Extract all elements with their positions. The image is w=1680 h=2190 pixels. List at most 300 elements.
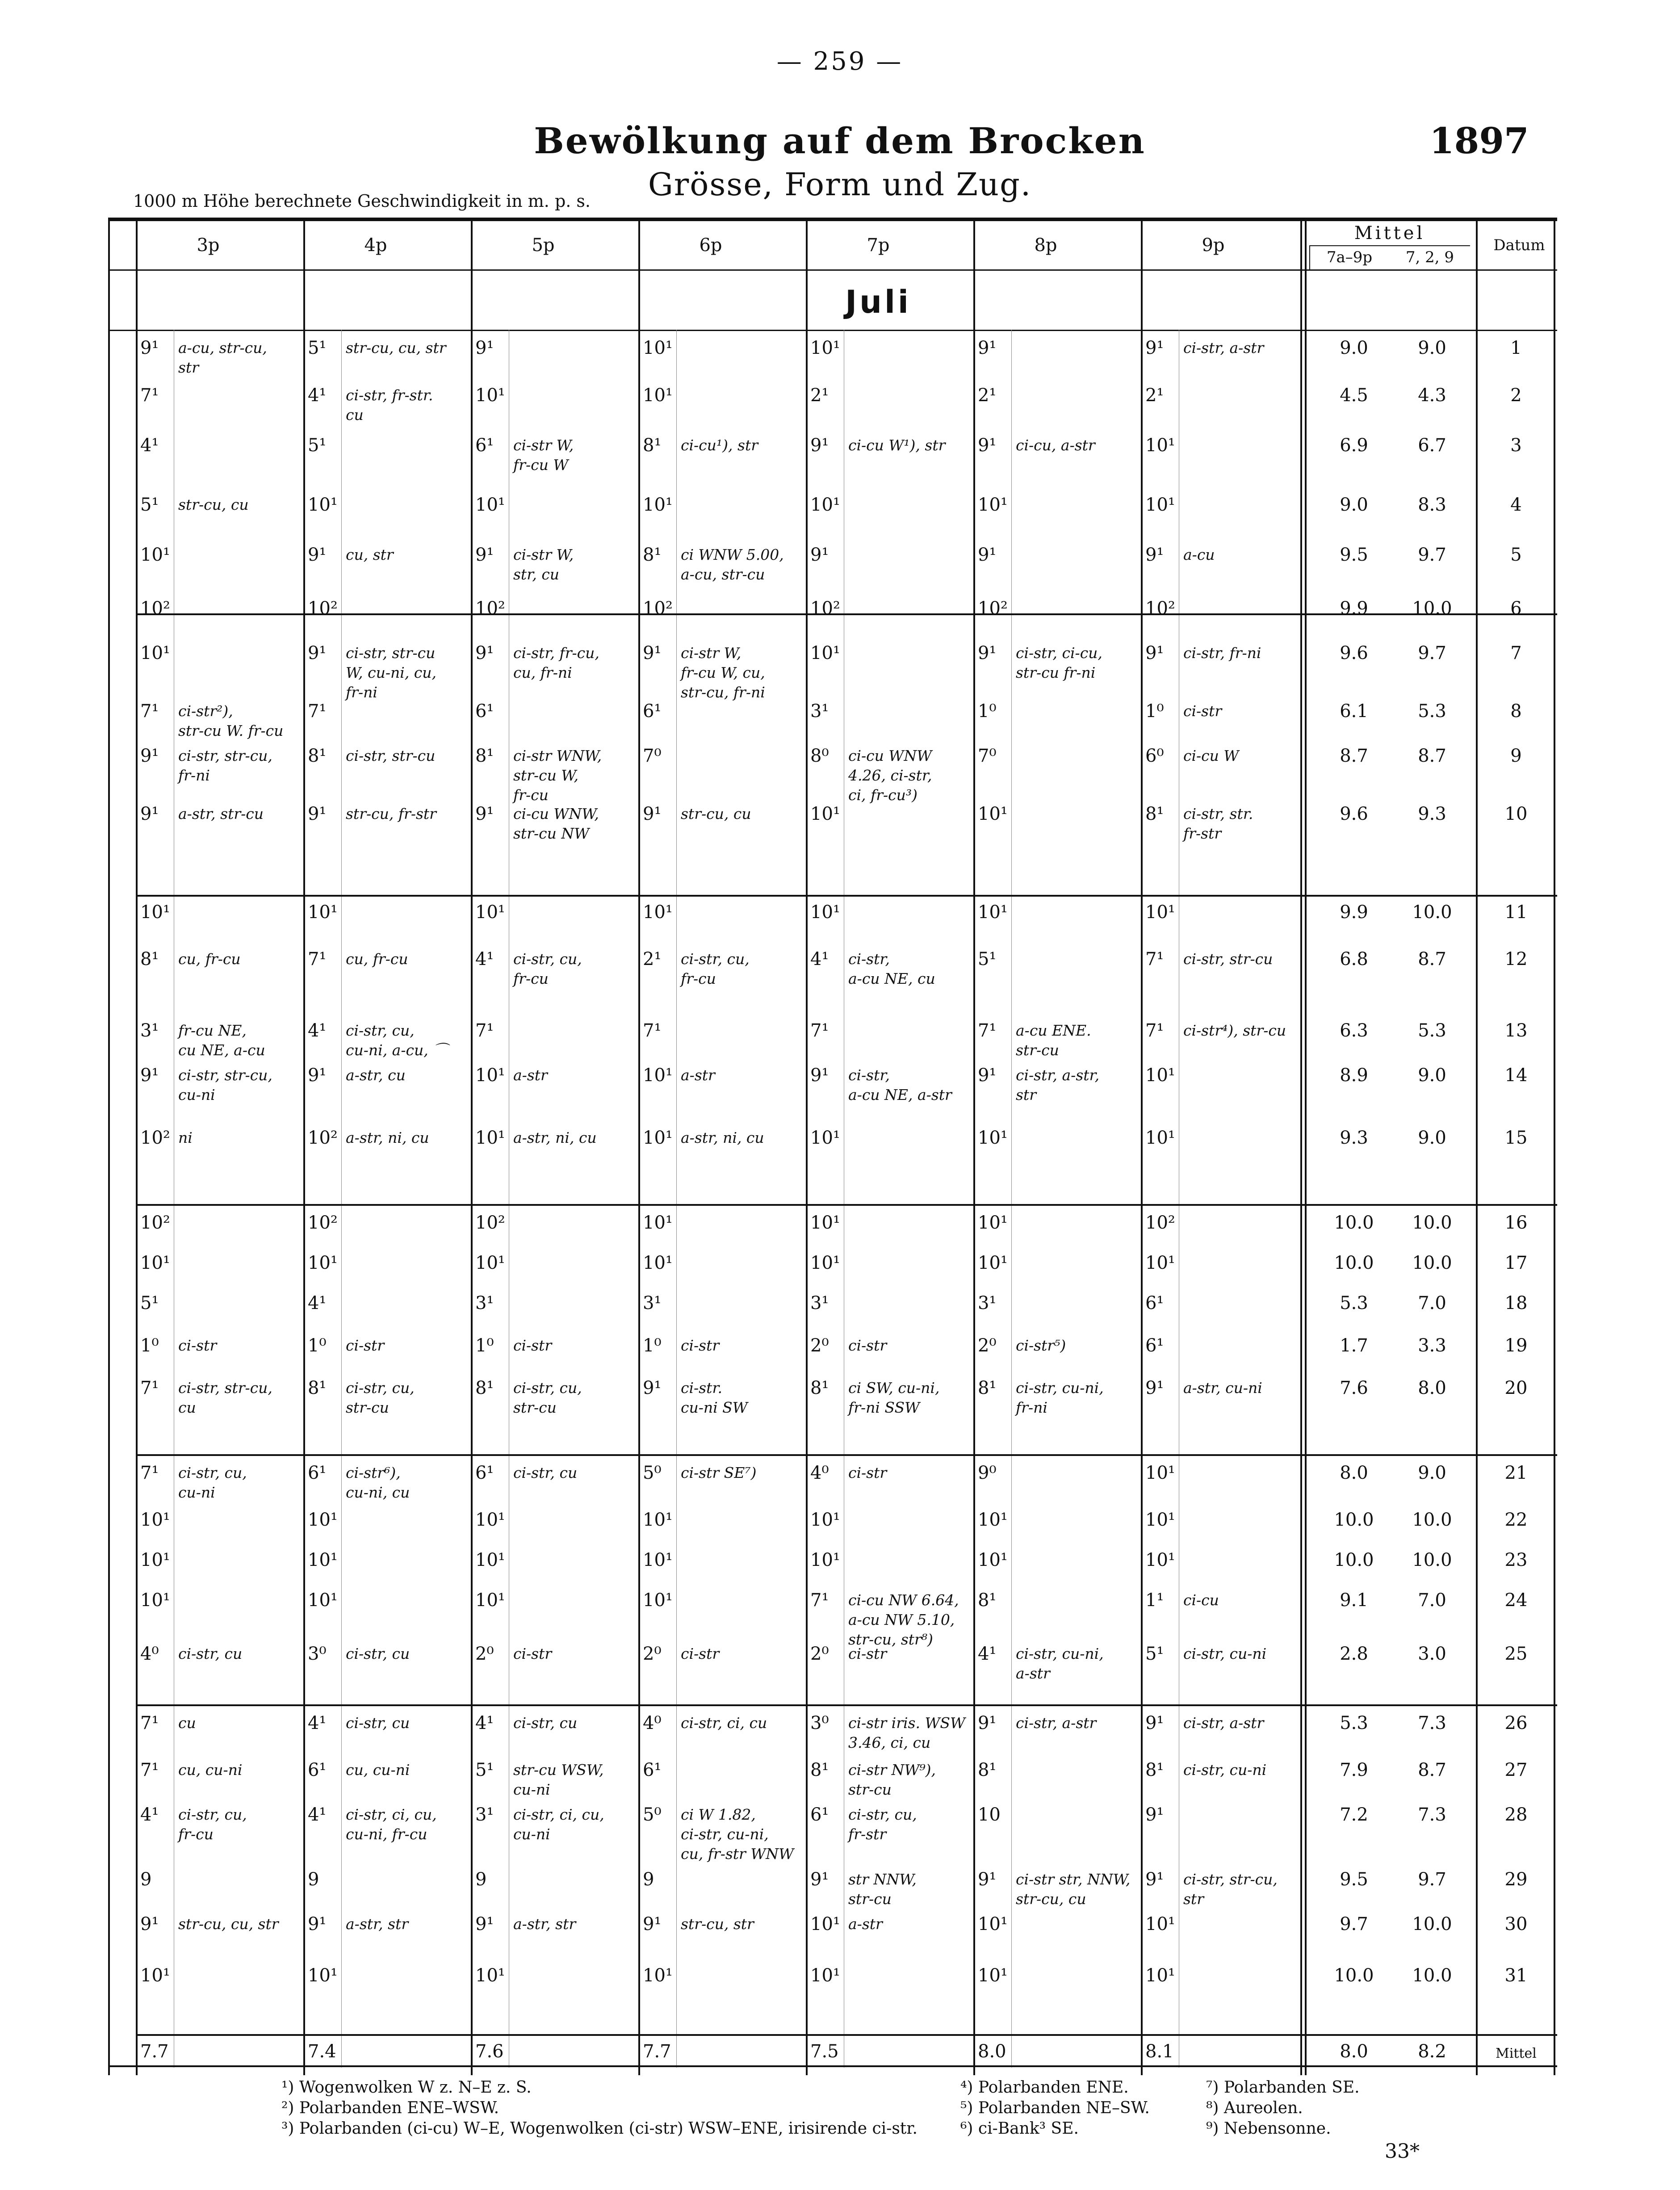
footnote-3: ³) Polarbanden (ci-cu) W–E, Wogenwolken (ci-str) WSW–ENE, irisirende ci-str. — [281, 2119, 918, 2138]
cloud-amount: 10¹ — [308, 1965, 338, 1986]
cloud-form: cu, fr-cu — [346, 950, 408, 968]
datum: 14 — [1504, 1065, 1528, 1086]
cloud-amount: 3⁰ — [308, 1644, 327, 1664]
cloud-form: ci-str, cu — [513, 1464, 578, 1481]
cloud-amount: 9¹ — [1145, 1378, 1164, 1398]
cloud-amount: 4¹ — [308, 385, 327, 406]
cloud-amount: 10² — [308, 598, 338, 619]
mean-7a9p: 9.6 — [1340, 804, 1368, 824]
cloud-form: ci-cu WNW 4.26, ci-str, ci, fr-cu³) — [848, 747, 932, 804]
mean-729: 9.7 — [1418, 545, 1446, 565]
cloud-amount: 9¹ — [308, 804, 327, 824]
cloud-amount: 5¹ — [308, 338, 327, 358]
cloud-form: ci-cu, a-str — [1016, 436, 1095, 454]
cloud-amount: 7¹ — [1145, 949, 1164, 969]
cloud-amount: 7⁰ — [978, 746, 997, 766]
mean-7a9p: 9.9 — [1340, 902, 1368, 923]
cloud-amount: 8¹ — [643, 545, 662, 565]
cloud-form: ci-str str, NNW, str-cu, cu — [1016, 1871, 1131, 1908]
cloud-form: a-str — [848, 1915, 883, 1933]
cloud-form: ci-str, ci, cu, cu-ni, fr-cu — [346, 1806, 437, 1843]
cloud-amount: 9¹ — [978, 435, 997, 456]
cloud-amount: 10² — [140, 1212, 170, 1233]
cloud-amount: 10¹ — [140, 1253, 170, 1273]
datum: 20 — [1504, 1378, 1528, 1398]
cloud-amount: 1⁰ — [140, 1335, 159, 1356]
page-title: Bewölkung auf dem Brocken — [534, 120, 1146, 162]
cloud-amount: 9 — [643, 1869, 654, 1890]
datum: 3 — [1510, 435, 1522, 456]
cloud-amount: 4¹ — [475, 949, 494, 969]
cloud-form: a-cu ENE. str-cu — [1016, 1022, 1091, 1059]
cloud-amount: 9 — [140, 1869, 152, 1890]
mittel-avg-7a9p: 8.0 — [1340, 2041, 1368, 2062]
cloud-amount: 9¹ — [978, 1869, 997, 1890]
cloud-amount: 10¹ — [475, 902, 505, 923]
cloud-amount: 9¹ — [140, 338, 159, 358]
cloud-form: ci-cu W¹), str — [848, 436, 946, 454]
cloud-form: ci-cu W — [1183, 747, 1239, 764]
mittel-avg-729: 8.2 — [1418, 2041, 1446, 2062]
datum: 18 — [1504, 1293, 1528, 1313]
datum: 25 — [1504, 1644, 1528, 1664]
cloud-amount: 10² — [1145, 1212, 1175, 1233]
cloud-amount: 4⁰ — [140, 1644, 159, 1664]
cloud-form: fr-cu NE, cu NE, a-cu — [178, 1022, 265, 1059]
cloud-amount: 3¹ — [475, 1804, 494, 1825]
cloud-amount: 10¹ — [308, 1510, 338, 1530]
mean-729: 7.0 — [1418, 1590, 1446, 1611]
mean-729: 8.7 — [1418, 1760, 1446, 1780]
mean-729: 7.3 — [1418, 1804, 1446, 1825]
cloud-amount: 8¹ — [475, 1378, 494, 1398]
cloud-amount: 9¹ — [140, 1065, 159, 1086]
datum: 5 — [1510, 545, 1522, 565]
datum: 19 — [1504, 1335, 1528, 1356]
mean-7a9p: 4.5 — [1340, 385, 1368, 406]
mean-729: 9.0 — [1418, 1463, 1446, 1483]
mean-7a9p: 9.5 — [1340, 1869, 1368, 1890]
cloud-form: ci-str W, fr-cu W, cu, str-cu, fr-ni — [681, 644, 765, 701]
cloud-amount: 9¹ — [643, 1914, 662, 1934]
cloud-amount: 10¹ — [1145, 1550, 1175, 1570]
mean-7a9p: 9.1 — [1340, 1590, 1368, 1611]
cloud-amount: 9¹ — [978, 338, 997, 358]
cloud-amount: 3¹ — [810, 1293, 829, 1313]
cloud-amount: 6¹ — [308, 1463, 327, 1483]
year: 1897 — [1429, 120, 1529, 162]
cloud-amount: 8¹ — [978, 1590, 997, 1611]
cloud-amount: 6¹ — [475, 701, 494, 722]
cloud-amount: 10¹ — [810, 1965, 840, 1986]
cloud-amount: 5¹ — [475, 1760, 494, 1780]
cloud-form: ci-str, fr-str. cu — [346, 386, 433, 424]
header-7p: 7p — [867, 235, 890, 256]
cloud-amount: 7¹ — [810, 1590, 829, 1611]
cloud-amount: 7¹ — [810, 1020, 829, 1041]
cloud-amount: 10¹ — [643, 1965, 673, 1986]
cloud-amount: 10¹ — [475, 385, 505, 406]
cloud-form: a-str, ni, cu — [681, 1129, 764, 1146]
cloud-form: ci-str SE⁷) — [681, 1464, 757, 1481]
cloud-amount: 10¹ — [810, 1253, 840, 1273]
cloud-amount: 6¹ — [1145, 1335, 1164, 1356]
cloud-form: ci-str, str-cu — [346, 747, 436, 764]
cloud-form: ci-str — [513, 1645, 552, 1662]
cloud-amount: 7¹ — [140, 1463, 159, 1483]
cloud-amount: 4¹ — [308, 1804, 327, 1825]
cloud-form: ci-str, a-str — [1183, 339, 1264, 357]
mean-729: 10.0 — [1412, 1253, 1452, 1273]
cloud-form: str-cu, cu, str — [346, 339, 446, 357]
datum: 2 — [1510, 385, 1522, 406]
cloud-amount: 10¹ — [810, 338, 840, 358]
mean-7a9p: 8.0 — [1340, 1463, 1368, 1483]
cloud-amount: 10¹ — [475, 495, 505, 515]
cloud-form: a-str, str — [346, 1915, 409, 1933]
cloud-amount: 9¹ — [978, 1713, 997, 1733]
cloud-form: ci-str, ci-cu, str-cu fr-ni — [1016, 644, 1102, 681]
cloud-amount: 10² — [1145, 598, 1175, 619]
cloud-amount: 4⁰ — [810, 1463, 829, 1483]
cloud-amount: 8¹ — [643, 435, 662, 456]
cloud-amount: 8¹ — [308, 1378, 327, 1398]
footnote-4: ⁴) Polarbanden ENE. — [960, 2078, 1129, 2097]
mean-7a9p: 9.3 — [1340, 1128, 1368, 1148]
mean-729: 8.0 — [1418, 1378, 1446, 1398]
cloud-amount: 10¹ — [978, 902, 1008, 923]
cloud-table — [108, 218, 1557, 2075]
cloud-form: a-str, ni, cu — [346, 1129, 429, 1146]
cloud-form: ci-str, ci, cu, cu-ni — [513, 1806, 604, 1843]
mean-7a9p: 10.0 — [1334, 1510, 1374, 1530]
cloud-form: ci-str W, str, cu — [513, 546, 574, 583]
cloud-amount: 10² — [308, 1128, 338, 1148]
cloud-amount: 10¹ — [810, 1914, 840, 1934]
mean-7a9p: 7.9 — [1340, 1760, 1368, 1780]
cloud-amount: 9¹ — [308, 643, 327, 663]
mean-7a9p: 6.8 — [1340, 949, 1368, 969]
cloud-form: ci-str, str-cu W, cu-ni, cu, fr-ni — [346, 644, 437, 701]
cloud-amount: 6¹ — [1145, 1293, 1164, 1313]
datum: 27 — [1504, 1760, 1528, 1780]
datum: 13 — [1504, 1020, 1528, 1041]
mean-729: 9.3 — [1418, 804, 1446, 824]
header-8p: 8p — [1034, 235, 1057, 256]
cloud-amount: 7¹ — [475, 1020, 494, 1041]
cloud-amount: 3¹ — [475, 1293, 494, 1313]
cloud-amount: 7¹ — [140, 1378, 159, 1398]
speed-note: 1000 m Höhe berechnete Geschwindigkeit in m. p. s. — [133, 191, 591, 211]
cloud-form: a-str, cu-ni — [1183, 1379, 1262, 1397]
cloud-amount: 7¹ — [140, 1760, 159, 1780]
cloud-amount: 10¹ — [978, 1965, 1008, 1986]
footnote-6: ⁶) ci-Bank³ SE. — [960, 2119, 1079, 2138]
mittel-4p: 7.4 — [308, 2041, 336, 2062]
cloud-form: ni — [178, 1129, 193, 1146]
month-rule — [110, 330, 1557, 331]
month-title: Juli — [845, 284, 911, 320]
cloud-amount: 6¹ — [475, 435, 494, 456]
cloud-amount: 7¹ — [978, 1020, 997, 1041]
cloud-form: ci-str, str-cu, fr-ni — [178, 747, 272, 784]
cloud-amount: 10¹ — [978, 1914, 1008, 1934]
cloud-amount: 10¹ — [308, 1550, 338, 1570]
cloud-form: ci-str — [848, 1645, 887, 1662]
cloud-amount: 5¹ — [978, 949, 997, 969]
mean-729: 3.3 — [1418, 1335, 1446, 1356]
mean-729: 10.0 — [1412, 902, 1452, 923]
cloud-form: a-str — [681, 1066, 715, 1084]
mean-729: 9.0 — [1418, 1065, 1446, 1086]
datum: 29 — [1504, 1869, 1528, 1890]
cloud-amount: 10¹ — [1145, 1914, 1175, 1934]
header-datum: Datum — [1493, 236, 1545, 254]
cloud-amount: 4¹ — [308, 1713, 327, 1733]
cloud-form: ci-str — [681, 1337, 720, 1354]
mean-729: 9.7 — [1418, 643, 1446, 663]
mean-729: 10.0 — [1412, 598, 1452, 619]
datum: 28 — [1504, 1804, 1528, 1825]
mean-729: 7.0 — [1418, 1293, 1446, 1313]
mean-729: 10.0 — [1412, 1914, 1452, 1934]
cloud-amount: 2¹ — [1145, 385, 1164, 406]
datum: 24 — [1504, 1590, 1528, 1611]
cloud-amount: 3⁰ — [810, 1713, 829, 1733]
datum: 9 — [1510, 746, 1522, 766]
cloud-form: ci-str. cu-ni SW — [681, 1379, 748, 1416]
cloud-form: cu, cu-ni — [178, 1761, 243, 1779]
cloud-amount: 10¹ — [810, 804, 840, 824]
cloud-amount: 9¹ — [475, 338, 494, 358]
footnote-9: ⁹) Nebensonne. — [1206, 2119, 1331, 2138]
mean-729: 5.3 — [1418, 701, 1446, 722]
cloud-amount: 9¹ — [643, 804, 662, 824]
cloud-form: ci-str, cu — [346, 1645, 410, 1662]
cloud-form: a-str, cu — [346, 1066, 406, 1084]
cloud-amount: 9¹ — [140, 804, 159, 824]
mean-7a9p: 10.0 — [1334, 1253, 1374, 1273]
cloud-amount: 9¹ — [1145, 643, 1164, 663]
cloud-amount: 10¹ — [643, 338, 673, 358]
cloud-form: str-cu, cu — [681, 805, 751, 822]
cloud-form: str-cu WSW, cu-ni — [513, 1761, 604, 1798]
cloud-form: a-str, str — [513, 1915, 576, 1933]
cloud-amount: 1¹ — [1145, 1590, 1164, 1611]
cloud-amount: 9⁰ — [978, 1463, 997, 1483]
cloud-amount: 10¹ — [475, 1550, 505, 1570]
cloud-amount: 1⁰ — [1145, 701, 1164, 722]
cloud-amount: 3¹ — [140, 1020, 159, 1041]
cloud-amount: 10¹ — [643, 1212, 673, 1233]
cloud-amount: 8¹ — [140, 949, 159, 969]
mean-729: 5.3 — [1418, 1020, 1446, 1041]
cloud-amount: 10¹ — [140, 1965, 170, 1986]
mittel-9p: 8.1 — [1145, 2041, 1174, 2062]
mean-729: 8.3 — [1418, 495, 1446, 515]
cloud-form: ci-str, cu, cu-ni — [178, 1464, 247, 1501]
cloud-amount: 10² — [475, 598, 505, 619]
cloud-amount: 6¹ — [475, 1463, 494, 1483]
cloud-amount: 10¹ — [1145, 1065, 1175, 1086]
datum: 12 — [1504, 949, 1528, 969]
footnote-1: ¹) Wogenwolken W z. N–E z. S. — [281, 2078, 532, 2097]
cloud-amount: 10¹ — [643, 902, 673, 923]
cloud-form: ci-str, str-cu, cu-ni — [178, 1066, 272, 1103]
cloud-amount: 10¹ — [643, 1590, 673, 1611]
cloud-form: a-cu — [1183, 546, 1215, 563]
cloud-form: ci-str, fr-cu, cu, fr-ni — [513, 644, 599, 681]
cloud-amount: 10¹ — [475, 1590, 505, 1611]
cloud-form: ci-str, cu, str-cu — [513, 1379, 582, 1416]
mean-729: 8.7 — [1418, 746, 1446, 766]
mean-729: 9.0 — [1418, 1128, 1446, 1148]
cloud-form: ci-str, cu-ni, a-str — [1016, 1645, 1104, 1682]
cloud-amount: 10¹ — [978, 1550, 1008, 1570]
cloud-form: ci-cu — [1183, 1591, 1219, 1609]
cloud-amount: 10¹ — [475, 1510, 505, 1530]
cloud-amount: 10¹ — [140, 545, 170, 565]
mean-729: 9.7 — [1418, 1869, 1446, 1890]
cloud-form: ci-str, a-str, str — [1016, 1066, 1100, 1103]
cloud-amount: 10¹ — [978, 495, 1008, 515]
mean-7a9p: 6.1 — [1340, 701, 1368, 722]
cloud-amount: 5¹ — [308, 435, 327, 456]
cloud-amount: 8¹ — [810, 1378, 829, 1398]
datum: 26 — [1504, 1713, 1528, 1733]
cloud-form: ci-str, cu, fr-cu — [681, 950, 750, 987]
cloud-amount: 6¹ — [810, 1804, 829, 1825]
mean-7a9p: 1.7 — [1340, 1335, 1368, 1356]
datum: 31 — [1504, 1965, 1528, 1986]
footnote-7: ⁷) Polarbanden SE. — [1206, 2078, 1360, 2097]
mittel-8p: 8.0 — [978, 2041, 1006, 2062]
cloud-amount: 9¹ — [643, 1378, 662, 1398]
cloud-amount: 10² — [140, 1128, 170, 1148]
mean-7a9p: 6.9 — [1340, 435, 1368, 456]
cloud-amount: 3¹ — [978, 1293, 997, 1313]
cloud-form: ci-str⁴), str-cu — [1183, 1022, 1286, 1039]
cloud-amount: 7⁰ — [643, 746, 662, 766]
cloud-amount: 6¹ — [308, 1760, 327, 1780]
cloud-form: ci-str, str-cu — [1183, 950, 1273, 968]
cloud-amount: 9¹ — [810, 1869, 829, 1890]
header-4p: 4p — [364, 235, 387, 256]
cloud-amount: 9¹ — [810, 1065, 829, 1086]
cloud-form: cu, fr-cu — [178, 950, 241, 968]
cloud-amount: 5⁰ — [643, 1804, 662, 1825]
cloud-form: ci-str, a-str — [1016, 1714, 1097, 1732]
cloud-amount: 10¹ — [140, 1550, 170, 1570]
mean-729: 10.0 — [1412, 1965, 1452, 1986]
mean-7a9p: 5.3 — [1340, 1713, 1368, 1733]
header-5p: 5p — [532, 235, 555, 256]
cloud-amount: 1⁰ — [978, 701, 997, 722]
cloud-form: ci-str, str-cu, cu — [178, 1379, 272, 1416]
cloud-amount: 4⁰ — [643, 1713, 662, 1733]
header-3p: 3p — [197, 235, 220, 256]
cloud-amount: 1⁰ — [475, 1335, 494, 1356]
cloud-amount: 4¹ — [810, 949, 829, 969]
cloud-amount: 7¹ — [140, 1713, 159, 1733]
mean-729: 3.0 — [1418, 1644, 1446, 1664]
cloud-amount: 10² — [140, 598, 170, 619]
mittel-3p: 7.7 — [140, 2041, 169, 2062]
cloud-form: ci-str, ci, cu — [681, 1714, 767, 1732]
mean-7a9p: 9.5 — [1340, 545, 1368, 565]
cloud-amount: 9¹ — [1145, 1804, 1164, 1825]
cloud-amount: 2⁰ — [643, 1644, 662, 1664]
cloud-amount: 4¹ — [140, 435, 159, 456]
header-mittel-729: 7, 2, 9 — [1405, 248, 1454, 266]
mean-7a9p: 9.0 — [1340, 338, 1368, 358]
mittel-5p: 7.6 — [475, 2041, 504, 2062]
datum: 16 — [1504, 1212, 1528, 1233]
cloud-form: ci-cu NW 6.64, a-cu NW 5.10, str-cu, str⁸) — [848, 1591, 959, 1648]
cloud-amount: 10¹ — [810, 1212, 840, 1233]
cloud-form: ci-str NW⁹), str-cu — [848, 1761, 936, 1798]
cloud-amount: 10¹ — [308, 1590, 338, 1611]
mean-7a9p: 5.3 — [1340, 1293, 1368, 1313]
cloud-amount: 9 — [308, 1869, 319, 1890]
cloud-amount: 4¹ — [978, 1644, 997, 1664]
cloud-amount: 4¹ — [475, 1713, 494, 1733]
cloud-form: ci-str, cu — [513, 1714, 578, 1732]
cloud-amount: 10¹ — [810, 902, 840, 923]
subtitle: Grösse, Form und Zug. — [648, 166, 1032, 203]
cloud-amount: 10² — [810, 598, 840, 619]
cloud-amount: 10¹ — [810, 643, 840, 663]
mean-7a9p: 2.8 — [1340, 1644, 1368, 1664]
mean-7a9p: 8.7 — [1340, 746, 1368, 766]
cloud-amount: 8¹ — [978, 1760, 997, 1780]
cloud-form: ci-str WNW, str-cu W, fr-cu — [513, 747, 602, 804]
cloud-amount: 9¹ — [1145, 1869, 1164, 1890]
cloud-amount: 8¹ — [810, 1760, 829, 1780]
mittel-6p: 7.7 — [643, 2041, 671, 2062]
mean-7a9p: 10.0 — [1334, 1212, 1374, 1233]
cloud-amount: 10² — [978, 598, 1008, 619]
mean-7a9p: 7.6 — [1340, 1378, 1368, 1398]
cloud-form: ci-str⁵) — [1016, 1337, 1066, 1354]
cloud-amount: 7¹ — [140, 701, 159, 722]
cloud-form: ci-str, fr-ni — [1183, 644, 1261, 662]
cloud-amount: 7¹ — [140, 385, 159, 406]
cloud-amount: 6¹ — [643, 1760, 662, 1780]
cloud-amount: 9¹ — [308, 545, 327, 565]
mean-729: 6.7 — [1418, 435, 1446, 456]
cloud-amount: 10² — [475, 1212, 505, 1233]
cloud-form: ci-str — [681, 1645, 720, 1662]
cloud-amount: 4¹ — [308, 1293, 327, 1313]
mean-729: 10.0 — [1412, 1550, 1452, 1570]
cloud-form: ci-str²), str-cu W. fr-cu — [178, 702, 284, 739]
cloud-form: ci-str, cu-ni, fr-ni — [1016, 1379, 1104, 1416]
cloud-amount: 9¹ — [140, 1914, 159, 1934]
cloud-form: ci-cu¹), str — [681, 436, 758, 454]
cloud-amount: 6⁰ — [1145, 746, 1164, 766]
cloud-amount: 7¹ — [643, 1020, 662, 1041]
cloud-amount: 10¹ — [978, 1128, 1008, 1148]
cloud-form: ci WNW 5.00, a-cu, str-cu — [681, 546, 784, 583]
cloud-form: ci-str, cu, str-cu — [346, 1379, 415, 1416]
datum: 4 — [1510, 495, 1522, 515]
cloud-amount: 10¹ — [643, 1065, 673, 1086]
header-9p: 9p — [1202, 235, 1225, 256]
mean-7a9p: 10.0 — [1334, 1965, 1374, 1986]
cloud-amount: 10¹ — [475, 1253, 505, 1273]
cloud-amount: 9¹ — [475, 643, 494, 663]
